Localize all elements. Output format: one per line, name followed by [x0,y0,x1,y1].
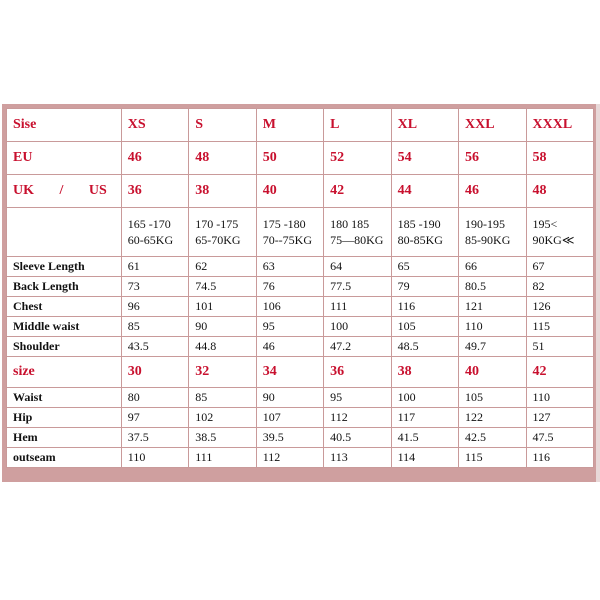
uk-us-cell: 36 [121,175,188,208]
value-cell: 126 [526,297,594,317]
value-cell: 80.5 [459,277,526,297]
measurement-row [7,297,594,317]
value-cell: 100 [324,317,391,337]
weight-range: 80-85KG [397,233,443,247]
value-cell: 34 [256,357,323,388]
weight-range: 70--75KG [262,233,313,247]
uk-us-size-row [7,175,594,208]
value-cell: 121 [459,297,526,317]
row-label: Hip [7,408,122,428]
eu-cell: 52 [324,142,391,175]
row-label: Chest [7,297,122,317]
measurement-row [7,448,594,468]
measurement-row [7,428,594,448]
value-cell: 66 [459,257,526,277]
size-cell: XXL [459,109,526,142]
value-cell: 65 [391,257,458,277]
value-cell: 37.5 [121,428,188,448]
value-cell: 39.5 [256,428,323,448]
row-label: Back Length [7,277,122,297]
row-label: Waist [7,388,122,408]
letter-size-row [7,109,594,142]
value-cell: 115 [526,317,594,337]
uk-us-cell: 48 [526,175,594,208]
uk-us-cell: 38 [189,175,256,208]
measurement-row [7,257,594,277]
eu-cell: 54 [391,142,458,175]
height-range: 175 -180 [262,217,306,231]
value-cell: 111 [324,297,391,317]
value-cell: 101 [189,297,256,317]
height-weight-cell [391,208,458,257]
value-cell: 36 [324,357,391,388]
height-range: 170 -175 [195,217,239,231]
value-cell: 79 [391,277,458,297]
uk-us-cell: 40 [256,175,323,208]
value-cell: 117 [391,408,458,428]
value-cell: 51 [526,337,594,357]
value-cell: 47.2 [324,337,391,357]
height-range: 180 185 [330,217,370,231]
value-cell: 67 [526,257,594,277]
size-cell: M [256,109,323,142]
size-cell: S [189,109,256,142]
value-cell: 85 [189,388,256,408]
value-cell: 46 [256,337,323,357]
value-cell: 96 [121,297,188,317]
value-cell: 80 [121,388,188,408]
row-label: outseam [7,448,122,468]
pants-size-row [7,357,594,388]
value-cell: 106 [256,297,323,317]
value-cell: 107 [256,408,323,428]
height-range: 165 -170 [127,217,171,231]
value-cell: 48.5 [391,337,458,357]
value-cell: 43.5 [121,337,188,357]
value-cell: 113 [324,448,391,468]
value-cell: 112 [256,448,323,468]
value-cell: 42.5 [459,428,526,448]
uk-us-cell: 42 [324,175,391,208]
eu-cell: 56 [459,142,526,175]
weight-range: 90KG≪ [532,233,575,247]
weight-range: 85-90KG [465,233,511,247]
value-cell: 40.5 [324,428,391,448]
row-label: size [7,357,122,388]
uk-label: UK [13,183,34,198]
height-weight-cell [526,208,594,257]
value-cell: 77.5 [324,277,391,297]
value-cell: 122 [459,408,526,428]
value-cell: 73 [121,277,188,297]
value-cell: 112 [324,408,391,428]
value-cell: 116 [526,448,594,468]
height-weight-cell [256,208,323,257]
uk-us-separator: / [59,183,64,198]
uk-us-cell: 44 [391,175,458,208]
value-cell: 38 [391,357,458,388]
height-weight-label [7,208,122,257]
eu-cell: 48 [189,142,256,175]
height-weight-cell [324,208,391,257]
value-cell: 127 [526,408,594,428]
height-weight-cell [189,208,256,257]
value-cell: 85 [121,317,188,337]
measurement-row [7,337,594,357]
size-cell: XXXL [526,109,594,142]
value-cell: 61 [121,257,188,277]
uk-us-cell: 46 [459,175,526,208]
value-cell: 97 [121,408,188,428]
value-cell: 95 [324,388,391,408]
us-label: US [88,183,107,198]
value-cell: 114 [391,448,458,468]
value-cell: 90 [256,388,323,408]
value-cell: 44.8 [189,337,256,357]
size-cell: XL [391,109,458,142]
value-cell: 100 [391,388,458,408]
eu-label: EU [7,142,122,175]
eu-cell: 58 [526,142,594,175]
value-cell: 90 [189,317,256,337]
weight-range: 60-65KG [127,233,174,247]
value-cell: 105 [391,317,458,337]
height-weight-row [7,208,594,257]
height-weight-cell [459,208,526,257]
weight-range: 75—80KG [330,233,384,247]
height-range: 190-195 [465,217,506,231]
size-cell: XS [121,109,188,142]
value-cell: 76 [256,277,323,297]
height-weight-cell [121,208,188,257]
row-label: Shoulder [7,337,122,357]
measurement-row [7,388,594,408]
value-cell: 116 [391,297,458,317]
value-cell: 38.5 [189,428,256,448]
eu-cell: 50 [256,142,323,175]
value-cell: 32 [189,357,256,388]
value-cell: 41.5 [391,428,458,448]
value-cell: 62 [189,257,256,277]
measurement-row [7,408,594,428]
value-cell: 40 [459,357,526,388]
value-cell: 95 [256,317,323,337]
value-cell: 82 [526,277,594,297]
eu-cell: 46 [121,142,188,175]
value-cell: 111 [189,448,256,468]
value-cell: 47.5 [526,428,594,448]
frame-shadow [596,104,600,482]
value-cell: 115 [459,448,526,468]
measurement-row [7,277,594,297]
size-label: Sise [7,109,122,142]
value-cell: 42 [526,357,594,388]
value-cell: 110 [459,317,526,337]
row-label: Middle waist [7,317,122,337]
size-chart-table [6,108,594,468]
value-cell: 110 [121,448,188,468]
height-range: 195< [532,217,558,231]
value-cell: 105 [459,388,526,408]
value-cell: 110 [526,388,594,408]
value-cell: 64 [324,257,391,277]
eu-size-row [7,142,594,175]
height-range: 185 -190 [397,217,441,231]
weight-range: 65-70KG [195,233,241,247]
value-cell: 63 [256,257,323,277]
measurement-row [7,317,594,337]
size-cell: L [324,109,391,142]
value-cell: 102 [189,408,256,428]
uk-us-label [7,175,122,208]
row-label: Sleeve Length [7,257,122,277]
value-cell: 30 [121,357,188,388]
row-label: Hem [7,428,122,448]
value-cell: 74.5 [189,277,256,297]
value-cell: 49.7 [459,337,526,357]
